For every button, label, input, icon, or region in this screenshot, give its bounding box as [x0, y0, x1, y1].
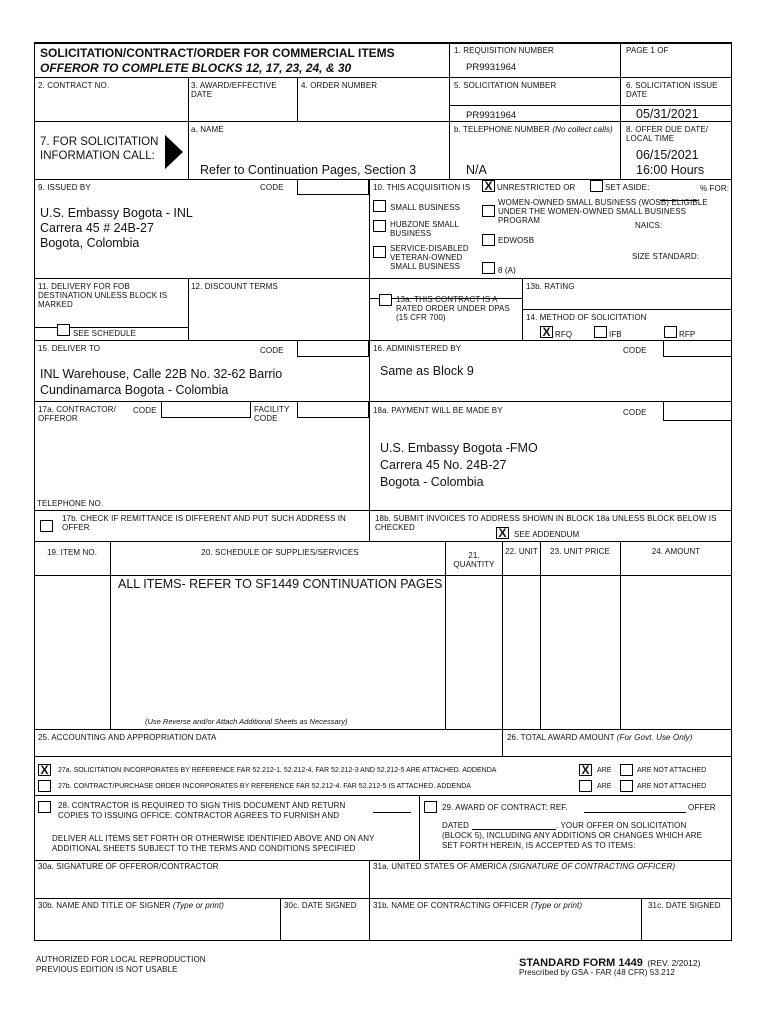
reverse-note: (Use Reverse and/or Attach Additional Sheets as Necessary): [145, 717, 348, 726]
offer-due-label: 8. OFFER DUE DATE/ LOCAL TIME: [626, 125, 709, 143]
27a-are-label: ARE: [597, 767, 612, 774]
solicitation-info-label: 7. FOR SOLICITATION INFORMATION CALL:: [40, 136, 159, 162]
reproduction-note: AUTHORIZED FOR LOCAL REPRODUCTION: [36, 955, 206, 964]
supplies-header: 20. SCHEDULE OF SUPPLIES/SERVICES: [201, 548, 359, 557]
27b-are-not-label: ARE NOT ATTACHED: [637, 783, 707, 790]
27a-are-not-checkbox[interactable]: [620, 764, 633, 776]
solicitation-number[interactable]: PR9931964: [466, 110, 517, 121]
naics-label: NAICS:: [635, 221, 663, 230]
29-line1: 29. AWARD OF CONTRACT: REF.: [442, 803, 568, 812]
administered-code-label: CODE: [623, 346, 647, 355]
rating-label: 13b. RATING: [526, 282, 575, 291]
issued-by-line2: Carrera 45 # 24B-27: [40, 221, 154, 235]
issued-by-label: 9. ISSUED BY: [38, 183, 91, 192]
form-title: SOLICITATION/CONTRACT/ORDER FOR COMMERCIAL ITEMS: [40, 46, 395, 60]
quantity-header: 21. QUANTITY: [453, 551, 495, 569]
percent-for-label: % FOR:: [700, 184, 730, 193]
administered-by-value: Same as Block 9: [380, 364, 474, 378]
offer-due-time[interactable]: 16:00 Hours: [636, 163, 705, 177]
sdvosb-label: SERVICE-DISABLED VETERAN-OWNED SMALL BUSINESS: [390, 244, 469, 271]
form-left-border: [34, 42, 35, 941]
contractor-label: 17a. CONTRACTOR/ OFFEROR: [38, 405, 116, 423]
item-no-header: 19. ITEM NO.: [46, 548, 98, 557]
form-bottom-border: [34, 940, 732, 941]
27b-are-not-checkbox[interactable]: [620, 780, 633, 792]
edwosb-checkbox[interactable]: [482, 234, 495, 246]
schedule-item-text: ALL ITEMS- REFER TO SF1449 CONTINUATION PAGES: [118, 577, 443, 591]
discount-terms-label: 12. DISCOUNT TERMS: [191, 282, 278, 291]
hubzone-label: HUBZONE SMALL BUSINESS: [390, 220, 459, 238]
wosb-label: WOMEN-OWNED SMALL BUSINESS (WOSB) ELIGIBLE UNDER THE WOMEN-OWNED SMALL BUSINESS PROGRAM: [498, 198, 708, 225]
29-line5: SET FORTH HEREIN, IS ACCEPTED AS TO ITEMS:: [442, 841, 636, 850]
total-award-label: 26. TOTAL AWARD AMOUNT (For Govt. Use Only): [507, 733, 693, 742]
deliver-to-line2: Cundinamarca Bogota - Colombia: [40, 383, 229, 397]
issued-by-code-field[interactable]: [297, 179, 369, 195]
payment-code-label: CODE: [623, 408, 647, 417]
telephone-number[interactable]: N/A: [466, 163, 487, 177]
issue-date[interactable]: 05/31/2021: [636, 107, 699, 121]
payment-label: 18a. PAYMENT WILL BE MADE BY: [373, 406, 503, 415]
order-number-label: 4. ORDER NUMBER: [301, 81, 378, 90]
contact-name[interactable]: Refer to Continuation Pages, Section 3: [200, 163, 417, 177]
delivery-fob-label: 11. DELIVERY FOR FOB DESTINATION UNLESS BLOCK IS MARKED: [38, 282, 168, 309]
amount-header: 24. AMOUNT: [651, 547, 701, 556]
contract-no-label: 2. CONTRACT NO.: [38, 81, 110, 90]
ifb-checkbox[interactable]: [594, 326, 607, 338]
administered-code-field[interactable]: [663, 340, 732, 357]
payment-line1: U.S. Embassy Bogota -FMO: [380, 441, 538, 455]
payment-line3: Bogota - Colombia: [380, 475, 484, 489]
solicitation-number-label: 5. SOLICITATION NUMBER: [454, 81, 557, 90]
contractor-code-label: CODE: [133, 406, 157, 415]
offeror-signature-label: 30a. SIGNATURE OF OFFEROR/CONTRACTOR: [38, 862, 219, 871]
page-label: PAGE 1 OF: [626, 46, 669, 55]
edwosb-label: EDWOSB: [498, 236, 535, 245]
29-line4: (BLOCK 5), INCLUDING ANY ADDITIONS OR CHANGES WHICH ARE: [442, 831, 703, 840]
set-aside-checkbox[interactable]: [590, 180, 603, 192]
administered-by-label: 16. ADMINISTERED BY: [373, 344, 462, 353]
unrestricted-label: UNRESTRICTED OR: [497, 183, 576, 192]
issue-date-label: 6. SOLICITATION ISSUE DATE: [626, 81, 718, 99]
29-line3: . YOUR OFFER ON SOLICITATION: [556, 821, 687, 830]
form-number: STANDARD FORM 1449 (REV. 2/2012): [519, 957, 701, 969]
issued-by-line1: U.S. Embassy Bogota - INL: [40, 206, 193, 220]
hubzone-checkbox[interactable]: [373, 220, 386, 232]
officer-date-label: 31c. DATE SIGNED: [648, 901, 721, 910]
telephone-no-label: TELEPHONE NO.: [37, 499, 104, 508]
size-standard-label: SIZE STANDARD:: [632, 252, 700, 261]
usa-signature-label: 31a. UNITED STATES OF AMERICA (SIGNATURE OF CONTRACTING OFFICER): [373, 862, 676, 871]
unrestricted-checkbox[interactable]: X: [482, 180, 495, 192]
27b-checkbox[interactable]: [38, 780, 51, 792]
offer-due-date[interactable]: 06/15/2021: [636, 148, 699, 162]
see-schedule-label: SEE SCHEDULE: [73, 329, 136, 338]
rated-order-checkbox[interactable]: [379, 294, 392, 306]
form-subtitle: OFFEROR TO COMPLETE BLOCKS 12, 17, 23, 24, & 30: [40, 61, 352, 75]
eight-a-checkbox[interactable]: [482, 262, 495, 274]
29-offer: OFFER: [688, 803, 716, 812]
requisition-number[interactable]: PR9931964: [466, 62, 517, 73]
27b-are-checkbox[interactable]: [579, 780, 592, 792]
27a-checkbox[interactable]: X: [38, 764, 51, 776]
unit-price-header: 23. UNIT PRICE: [550, 547, 610, 556]
facility-code-label: FACILITY CODE: [254, 405, 290, 423]
28-line1: 28. CONTRACTOR IS REQUIRED TO SIGN THIS DOCUMENT AND RETURN: [58, 801, 346, 810]
27a-label: 27a. SOLICITATION INCORPORATES BY REFERENCE FAR 52.212-1, 52.212-4. FAR 52.212-3 AND 52.212-5 ARE ATTACHED. ADDENDA: [58, 767, 497, 774]
ifb-label: IFB: [609, 330, 622, 339]
contracting-officer-label: 31b. NAME OF CONTRACTING OFFICER (Type or print): [373, 901, 583, 910]
28-checkbox[interactable]: [38, 801, 51, 813]
27b-are-label: ARE: [597, 783, 612, 790]
wosb-checkbox[interactable]: [482, 205, 495, 217]
eight-a-label: 8 (A): [498, 266, 516, 275]
28-line4: ADDITIONAL SHEETS SUBJECT TO THE TERMS AND CONDITIONS SPECIFIED: [52, 844, 356, 853]
rfq-checkbox[interactable]: X: [540, 326, 553, 338]
deliver-to-code-field[interactable]: [297, 340, 369, 357]
small-business-checkbox[interactable]: [373, 200, 386, 212]
rfq-label: RFQ: [555, 330, 573, 339]
payment-line2: Carrera 45 No. 24B-27: [380, 458, 507, 472]
payment-code-field[interactable]: [663, 401, 732, 421]
see-addendum-label: SEE ADDENDUM: [514, 530, 580, 539]
sdvosb-checkbox[interactable]: [373, 246, 386, 258]
rfp-label: RFP: [679, 330, 696, 339]
deliver-to-label: 15. DELIVER TO: [38, 344, 101, 353]
contractor-code-field[interactable]: [161, 401, 251, 418]
27a-are-not-label: ARE NOT ATTACHED: [637, 767, 707, 774]
remittance-label: 17b. CHECK IF REMITTANCE IS DIFFERENT AND PUT SUCH ADDRESS IN OFFER: [62, 514, 346, 532]
submit-invoices-label: 18b. SUBMIT INVOICES TO ADDRESS SHOWN IN BLOCK 18a UNLESS BLOCK BELOW IS CHECKED: [375, 514, 717, 532]
unit-header: 22. UNIT: [505, 547, 538, 556]
telephone-label: b. TELEPHONE NUMBER (No collect calls): [454, 125, 613, 134]
remittance-checkbox[interactable]: [40, 520, 53, 532]
form-right-border: [731, 42, 732, 941]
previous-edition-note: PREVIOUS EDITION IS NOT USABLE: [36, 965, 178, 974]
name-label: a. NAME: [191, 125, 224, 134]
arrow-right-icon: [165, 135, 183, 169]
deliver-to-line1: INL Warehouse, Calle 22B No. 32-62 Barrio: [40, 367, 283, 381]
see-schedule-checkbox[interactable]: [57, 324, 70, 336]
see-addendum-checkbox[interactable]: X: [496, 527, 509, 539]
signer-name-label: 30b. NAME AND TITLE OF SIGNER (Type or print): [38, 901, 225, 910]
requisition-label: 1. REQUISITION NUMBER: [454, 46, 554, 55]
rfp-checkbox[interactable]: [664, 326, 677, 338]
27b-label: 27b. CONTRACT/PURCHASE ORDER INCORPORATES BY REFERENCE FAR 52.212-4. FAR 52.212-5 IS ATTACHED. ADDENDA: [58, 783, 471, 790]
award-date-label: 3. AWARD/EFFECTIVE DATE: [191, 81, 277, 99]
acquisition-label: 10. THIS ACQUISITION IS: [373, 183, 471, 192]
rated-order-label: 13a. THIS CONTRACT IS A RATED ORDER UNDER DPAS (15 CFR 700): [396, 295, 510, 322]
method-label: 14. METHOD OF SOLICITATION: [526, 313, 647, 322]
set-aside-label: SET ASIDE:: [605, 183, 650, 192]
small-business-label: SMALL BUSINESS: [390, 203, 461, 212]
29-dated: DATED: [442, 821, 470, 830]
form-top-border: [34, 42, 732, 44]
28-line2: COPIES TO ISSUING OFFICE. CONTRACTOR AGREES TO FURNISH AND: [58, 811, 340, 820]
offeror-date-label: 30c. DATE SIGNED: [284, 901, 357, 910]
27a-are-checkbox[interactable]: X: [579, 764, 592, 776]
prescribed-note: Prescribed by GSA - FAR (48 CFR) 53.212: [519, 968, 675, 977]
deliver-to-code-label: CODE: [260, 346, 284, 355]
facility-code-field[interactable]: [297, 401, 369, 418]
issued-by-line3: Bogota, Colombia: [40, 236, 140, 250]
29-checkbox[interactable]: [424, 801, 437, 813]
28-line3: DELIVER ALL ITEMS SET FORTH OR OTHERWISE IDENTIFIED ABOVE AND ON ANY: [52, 834, 375, 843]
accounting-label: 25. ACCOUNTING AND APPROPRIATION DATA: [38, 733, 217, 742]
issued-by-code-label: CODE: [260, 183, 284, 192]
